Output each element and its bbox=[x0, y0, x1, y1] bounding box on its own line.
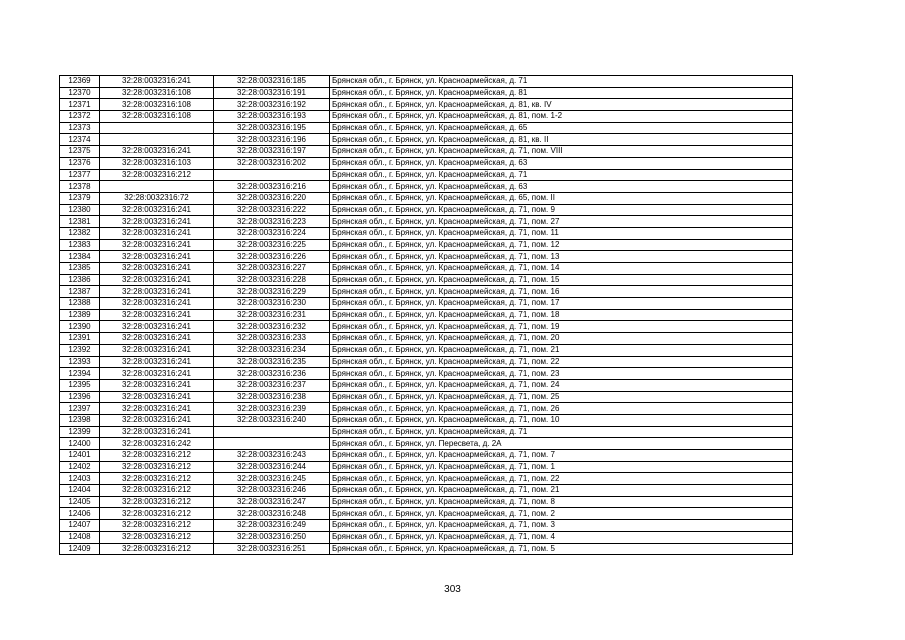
table-row bbox=[60, 438, 793, 450]
parent-cadastral-number-cell: 32:28:0032316:241 bbox=[100, 356, 214, 368]
address-cell: Брянская обл., г. Брянск, ул. Красноармейская, д. 71 bbox=[330, 169, 793, 181]
row-number-cell: 12407 bbox=[60, 520, 100, 532]
parent-cadastral-number-cell: 32:28:0032316:72 bbox=[100, 192, 214, 204]
table-row bbox=[60, 391, 793, 403]
parent-cadastral-number-cell: 32:28:0032316:212 bbox=[100, 169, 214, 181]
table-row bbox=[60, 496, 793, 508]
row-number-cell: 12404 bbox=[60, 485, 100, 497]
cadastral-number-cell: 32:28:0032316:247 bbox=[214, 496, 330, 508]
row-number-cell: 12385 bbox=[60, 263, 100, 275]
cadastral-number-cell: 32:28:0032316:191 bbox=[214, 87, 330, 99]
address-cell: Брянская обл., г. Брянск, ул. Красноармейская, д. 71, пом. 22 bbox=[330, 473, 793, 485]
table-row bbox=[60, 414, 793, 426]
parent-cadastral-number-cell: 32:28:0032316:103 bbox=[100, 157, 214, 169]
table-row bbox=[60, 520, 793, 532]
row-number-cell: 12376 bbox=[60, 157, 100, 169]
parent-cadastral-number-cell: 32:28:0032316:241 bbox=[100, 403, 214, 415]
address-cell: Брянская обл., г. Брянск, ул. Красноармейская, д. 71, пом. 12 bbox=[330, 239, 793, 251]
parent-cadastral-number-cell: 32:28:0032316:241 bbox=[100, 286, 214, 298]
address-cell: Брянская обл., г. Брянск, ул. Красноармейская, д. 71, пом. 2 bbox=[330, 508, 793, 520]
row-number-cell: 12371 bbox=[60, 99, 100, 111]
row-number-cell: 12375 bbox=[60, 146, 100, 158]
parent-cadastral-number-cell: 32:28:0032316:241 bbox=[100, 204, 214, 216]
cadastral-number-cell: 32:28:0032316:227 bbox=[214, 263, 330, 275]
table-row bbox=[60, 169, 793, 181]
parent-cadastral-number-cell: 32:28:0032316:241 bbox=[100, 414, 214, 426]
table-row bbox=[60, 204, 793, 216]
table-row bbox=[60, 356, 793, 368]
address-cell: Брянская обл., г. Брянск, ул. Красноармейская, д. 71, пом. 23 bbox=[330, 368, 793, 380]
row-number-cell: 12381 bbox=[60, 216, 100, 228]
cadastral-number-cell: 32:28:0032316:216 bbox=[214, 181, 330, 193]
parent-cadastral-number-cell: 32:28:0032316:241 bbox=[100, 368, 214, 380]
table-row bbox=[60, 368, 793, 380]
row-number-cell: 12391 bbox=[60, 333, 100, 345]
cadastral-number-cell: 32:28:0032316:228 bbox=[214, 274, 330, 286]
row-number-cell: 12374 bbox=[60, 134, 100, 146]
parent-cadastral-number-cell: 32:28:0032316:212 bbox=[100, 543, 214, 555]
cadastral-number-cell bbox=[214, 438, 330, 450]
parent-cadastral-number-cell: 32:28:0032316:241 bbox=[100, 274, 214, 286]
cadastral-number-cell: 32:28:0032316:220 bbox=[214, 192, 330, 204]
parent-cadastral-number-cell: 32:28:0032316:241 bbox=[100, 321, 214, 333]
address-cell: Брянская обл., г. Брянск, ул. Красноармейская, д. 71, пом. 8 bbox=[330, 496, 793, 508]
address-cell: Брянская обл., г. Брянск, ул. Красноармейская, д. 81, пом. 1-2 bbox=[330, 111, 793, 123]
table-row bbox=[60, 309, 793, 321]
cadastral-number-cell: 32:28:0032316:226 bbox=[214, 251, 330, 263]
cadastral-number-cell: 32:28:0032316:192 bbox=[214, 99, 330, 111]
row-number-cell: 12409 bbox=[60, 543, 100, 555]
address-cell: Брянская обл., г. Брянск, ул. Красноармейская, д. 71, пом. 19 bbox=[330, 321, 793, 333]
table-row bbox=[60, 531, 793, 543]
page-number: 303 bbox=[444, 584, 461, 595]
address-cell: Брянская обл., г. Брянск, ул. Красноармейская, д. 71, пом. 11 bbox=[330, 227, 793, 239]
address-cell: Брянская обл., г. Брянск, ул. Красноармейская, д. 81, кв. IV bbox=[330, 99, 793, 111]
cadastral-table-body bbox=[60, 76, 793, 555]
row-number-cell: 12387 bbox=[60, 286, 100, 298]
table-row bbox=[60, 76, 793, 88]
table-row bbox=[60, 251, 793, 263]
parent-cadastral-number-cell: 32:28:0032316:241 bbox=[100, 76, 214, 88]
row-number-cell: 12397 bbox=[60, 403, 100, 415]
cadastral-number-cell: 32:28:0032316:235 bbox=[214, 356, 330, 368]
parent-cadastral-number-cell bbox=[100, 181, 214, 193]
row-number-cell: 12408 bbox=[60, 531, 100, 543]
address-cell: Брянская обл., г. Брянск, ул. Красноармейская, д. 71, пом. 10 bbox=[330, 414, 793, 426]
row-number-cell: 12380 bbox=[60, 204, 100, 216]
address-cell: Брянская обл., г. Брянск, ул. Красноармейская, д. 71, пом. 16 bbox=[330, 286, 793, 298]
parent-cadastral-number-cell bbox=[100, 134, 214, 146]
row-number-cell: 12372 bbox=[60, 111, 100, 123]
cadastral-number-cell: 32:28:0032316:251 bbox=[214, 543, 330, 555]
table-row bbox=[60, 157, 793, 169]
parent-cadastral-number-cell bbox=[100, 122, 214, 134]
cadastral-number-cell: 32:28:0032316:248 bbox=[214, 508, 330, 520]
cadastral-number-cell: 32:28:0032316:230 bbox=[214, 298, 330, 310]
address-cell: Брянская обл., г. Брянск, ул. Красноармейская, д. 71, пом. 21 bbox=[330, 344, 793, 356]
row-number-cell: 12392 bbox=[60, 344, 100, 356]
row-number-cell: 12395 bbox=[60, 379, 100, 391]
parent-cadastral-number-cell: 32:28:0032316:108 bbox=[100, 99, 214, 111]
address-cell: Брянская обл., г. Брянск, ул. Красноармейская, д. 71, пом. 15 bbox=[330, 274, 793, 286]
cadastral-number-cell: 32:28:0032316:243 bbox=[214, 450, 330, 462]
address-cell: Брянская обл., г. Брянск, ул. Красноармейская, д. 71, пом. 20 bbox=[330, 333, 793, 345]
table-row bbox=[60, 426, 793, 438]
cadastral-number-cell: 32:28:0032316:224 bbox=[214, 227, 330, 239]
table-row bbox=[60, 321, 793, 333]
row-number-cell: 12377 bbox=[60, 169, 100, 181]
row-number-cell: 12406 bbox=[60, 508, 100, 520]
cadastral-number-cell: 32:28:0032316:240 bbox=[214, 414, 330, 426]
row-number-cell: 12403 bbox=[60, 473, 100, 485]
table-row bbox=[60, 461, 793, 473]
cadastral-number-cell: 32:28:0032316:196 bbox=[214, 134, 330, 146]
table-row bbox=[60, 122, 793, 134]
cadastral-number-cell: 32:28:0032316:185 bbox=[214, 76, 330, 88]
table-row bbox=[60, 508, 793, 520]
row-number-cell: 12383 bbox=[60, 239, 100, 251]
address-cell: Брянская обл., г. Брянск, ул. Красноармейская, д. 71, пом. 25 bbox=[330, 391, 793, 403]
address-cell: Брянская обл., г. Брянск, ул. Красноармейская, д. 71, пом. 4 bbox=[330, 531, 793, 543]
parent-cadastral-number-cell: 32:28:0032316:108 bbox=[100, 111, 214, 123]
address-cell: Брянская обл., г. Брянск, ул. Красноармейская, д. 65, пом. II bbox=[330, 192, 793, 204]
table-row bbox=[60, 239, 793, 251]
row-number-cell: 12405 bbox=[60, 496, 100, 508]
parent-cadastral-number-cell: 32:28:0032316:241 bbox=[100, 344, 214, 356]
parent-cadastral-number-cell: 32:28:0032316:212 bbox=[100, 450, 214, 462]
table-row bbox=[60, 298, 793, 310]
address-cell: Брянская обл., г. Брянск, ул. Красноармейская, д. 63 bbox=[330, 157, 793, 169]
cadastral-number-cell: 32:28:0032316:202 bbox=[214, 157, 330, 169]
address-cell: Брянская обл., г. Брянск, ул. Красноармейская, д. 71, пом. 22 bbox=[330, 356, 793, 368]
address-cell: Брянская обл., г. Брянск, ул. Красноармейская, д. 71, пом. 14 bbox=[330, 263, 793, 275]
cadastral-number-cell: 32:28:0032316:223 bbox=[214, 216, 330, 228]
table-row bbox=[60, 87, 793, 99]
parent-cadastral-number-cell: 32:28:0032316:241 bbox=[100, 426, 214, 438]
address-cell: Брянская обл., г. Брянск, ул. Красноармейская, д. 65 bbox=[330, 122, 793, 134]
cadastral-number-cell: 32:28:0032316:225 bbox=[214, 239, 330, 251]
table-row bbox=[60, 274, 793, 286]
row-number-cell: 12402 bbox=[60, 461, 100, 473]
row-number-cell: 12382 bbox=[60, 227, 100, 239]
row-number-cell: 12373 bbox=[60, 122, 100, 134]
row-number-cell: 12401 bbox=[60, 450, 100, 462]
cadastral-number-cell: 32:28:0032316:222 bbox=[214, 204, 330, 216]
cadastral-number-cell: 32:28:0032316:237 bbox=[214, 379, 330, 391]
row-number-cell: 12398 bbox=[60, 414, 100, 426]
parent-cadastral-number-cell: 32:28:0032316:241 bbox=[100, 309, 214, 321]
row-number-cell: 12388 bbox=[60, 298, 100, 310]
table-row bbox=[60, 263, 793, 275]
parent-cadastral-number-cell: 32:28:0032316:212 bbox=[100, 485, 214, 497]
row-number-cell: 12386 bbox=[60, 274, 100, 286]
cadastral-number-cell: 32:28:0032316:233 bbox=[214, 333, 330, 345]
address-cell: Брянская обл., г. Брянск, ул. Красноармейская, д. 71, пом. 27 bbox=[330, 216, 793, 228]
address-cell: Брянская обл., г. Брянск, ул. Красноармейская, д. 71, пом. VIII bbox=[330, 146, 793, 158]
address-cell: Брянская обл., г. Брянск, ул. Красноармейская, д. 71, пом. 17 bbox=[330, 298, 793, 310]
table-row bbox=[60, 344, 793, 356]
parent-cadastral-number-cell: 32:28:0032316:108 bbox=[100, 87, 214, 99]
cadastral-number-cell: 32:28:0032316:245 bbox=[214, 473, 330, 485]
cadastral-number-cell: 32:28:0032316:238 bbox=[214, 391, 330, 403]
row-number-cell: 12378 bbox=[60, 181, 100, 193]
parent-cadastral-number-cell: 32:28:0032316:241 bbox=[100, 227, 214, 239]
address-cell: Брянская обл., г. Брянск, ул. Пересвета, д. 2А bbox=[330, 438, 793, 450]
cadastral-number-cell: 32:28:0032316:197 bbox=[214, 146, 330, 158]
row-number-cell: 12400 bbox=[60, 438, 100, 450]
table-row bbox=[60, 450, 793, 462]
row-number-cell: 12396 bbox=[60, 391, 100, 403]
table-row bbox=[60, 216, 793, 228]
address-cell: Брянская обл., г. Брянск, ул. Красноармейская, д. 71, пом. 24 bbox=[330, 379, 793, 391]
row-number-cell: 12379 bbox=[60, 192, 100, 204]
parent-cadastral-number-cell: 32:28:0032316:212 bbox=[100, 508, 214, 520]
row-number-cell: 12393 bbox=[60, 356, 100, 368]
cadastral-number-cell: 32:28:0032316:234 bbox=[214, 344, 330, 356]
address-cell: Брянская обл., г. Брянск, ул. Красноармейская, д. 63 bbox=[330, 181, 793, 193]
address-cell: Брянская обл., г. Брянск, ул. Красноармейская, д. 71, пом. 26 bbox=[330, 403, 793, 415]
address-cell: Брянская обл., г. Брянск, ул. Красноармейская, д. 71, пом. 9 bbox=[330, 204, 793, 216]
row-number-cell: 12399 bbox=[60, 426, 100, 438]
cadastral-number-cell: 32:28:0032316:229 bbox=[214, 286, 330, 298]
table-row bbox=[60, 543, 793, 555]
parent-cadastral-number-cell: 32:28:0032316:242 bbox=[100, 438, 214, 450]
cadastral-number-cell: 32:28:0032316:239 bbox=[214, 403, 330, 415]
address-cell: Брянская обл., г. Брянск, ул. Красноармейская, д. 71, пом. 13 bbox=[330, 251, 793, 263]
table-row bbox=[60, 286, 793, 298]
row-number-cell: 12369 bbox=[60, 76, 100, 88]
table-row bbox=[60, 134, 793, 146]
address-cell: Брянская обл., г. Брянск, ул. Красноармейская, д. 71 bbox=[330, 426, 793, 438]
table-row bbox=[60, 111, 793, 123]
cadastral-number-cell: 32:28:0032316:236 bbox=[214, 368, 330, 380]
row-number-cell: 12370 bbox=[60, 87, 100, 99]
parent-cadastral-number-cell: 32:28:0032316:241 bbox=[100, 251, 214, 263]
row-number-cell: 12394 bbox=[60, 368, 100, 380]
parent-cadastral-number-cell: 32:28:0032316:241 bbox=[100, 263, 214, 275]
table-row bbox=[60, 181, 793, 193]
cadastral-number-cell: 32:28:0032316:195 bbox=[214, 122, 330, 134]
address-cell: Брянская обл., г. Брянск, ул. Красноармейская, д. 71, пом. 1 bbox=[330, 461, 793, 473]
parent-cadastral-number-cell: 32:28:0032316:212 bbox=[100, 461, 214, 473]
cadastral-table bbox=[59, 75, 793, 555]
row-number-cell: 12389 bbox=[60, 309, 100, 321]
parent-cadastral-number-cell: 32:28:0032316:212 bbox=[100, 520, 214, 532]
parent-cadastral-number-cell: 32:28:0032316:212 bbox=[100, 531, 214, 543]
row-number-cell: 12390 bbox=[60, 321, 100, 333]
address-cell: Брянская обл., г. Брянск, ул. Красноармейская, д. 71 bbox=[330, 76, 793, 88]
cadastral-number-cell bbox=[214, 169, 330, 181]
row-number-cell: 12384 bbox=[60, 251, 100, 263]
table-row bbox=[60, 403, 793, 415]
address-cell: Брянская обл., г. Брянск, ул. Красноармейская, д. 71, пом. 5 bbox=[330, 543, 793, 555]
address-cell: Брянская обл., г. Брянск, ул. Красноармейская, д. 71, пом. 18 bbox=[330, 309, 793, 321]
cadastral-number-cell bbox=[214, 426, 330, 438]
parent-cadastral-number-cell: 32:28:0032316:241 bbox=[100, 216, 214, 228]
parent-cadastral-number-cell: 32:28:0032316:241 bbox=[100, 298, 214, 310]
cadastral-number-cell: 32:28:0032316:232 bbox=[214, 321, 330, 333]
table-row bbox=[60, 192, 793, 204]
table-row bbox=[60, 485, 793, 497]
cadastral-number-cell: 32:28:0032316:249 bbox=[214, 520, 330, 532]
cadastral-number-cell: 32:28:0032316:193 bbox=[214, 111, 330, 123]
table-row bbox=[60, 473, 793, 485]
parent-cadastral-number-cell: 32:28:0032316:241 bbox=[100, 379, 214, 391]
parent-cadastral-number-cell: 32:28:0032316:212 bbox=[100, 473, 214, 485]
cadastral-number-cell: 32:28:0032316:231 bbox=[214, 309, 330, 321]
cadastral-number-cell: 32:28:0032316:244 bbox=[214, 461, 330, 473]
table-row bbox=[60, 99, 793, 111]
table-row bbox=[60, 379, 793, 391]
table-row bbox=[60, 146, 793, 158]
table-row bbox=[60, 333, 793, 345]
parent-cadastral-number-cell: 32:28:0032316:241 bbox=[100, 333, 214, 345]
address-cell: Брянская обл., г. Брянск, ул. Красноармейская, д. 71, пом. 21 bbox=[330, 485, 793, 497]
cadastral-number-cell: 32:28:0032316:250 bbox=[214, 531, 330, 543]
address-cell: Брянская обл., г. Брянск, ул. Красноармейская, д. 71, пом. 3 bbox=[330, 520, 793, 532]
table-row bbox=[60, 227, 793, 239]
parent-cadastral-number-cell: 32:28:0032316:241 bbox=[100, 239, 214, 251]
address-cell: Брянская обл., г. Брянск, ул. Красноармейская, д. 81, кв. II bbox=[330, 134, 793, 146]
parent-cadastral-number-cell: 32:28:0032316:241 bbox=[100, 146, 214, 158]
parent-cadastral-number-cell: 32:28:0032316:241 bbox=[100, 391, 214, 403]
parent-cadastral-number-cell: 32:28:0032316:212 bbox=[100, 496, 214, 508]
cadastral-number-cell: 32:28:0032316:246 bbox=[214, 485, 330, 497]
address-cell: Брянская обл., г. Брянск, ул. Красноармейская, д. 81 bbox=[330, 87, 793, 99]
address-cell: Брянская обл., г. Брянск, ул. Красноармейская, д. 71, пом. 7 bbox=[330, 450, 793, 462]
